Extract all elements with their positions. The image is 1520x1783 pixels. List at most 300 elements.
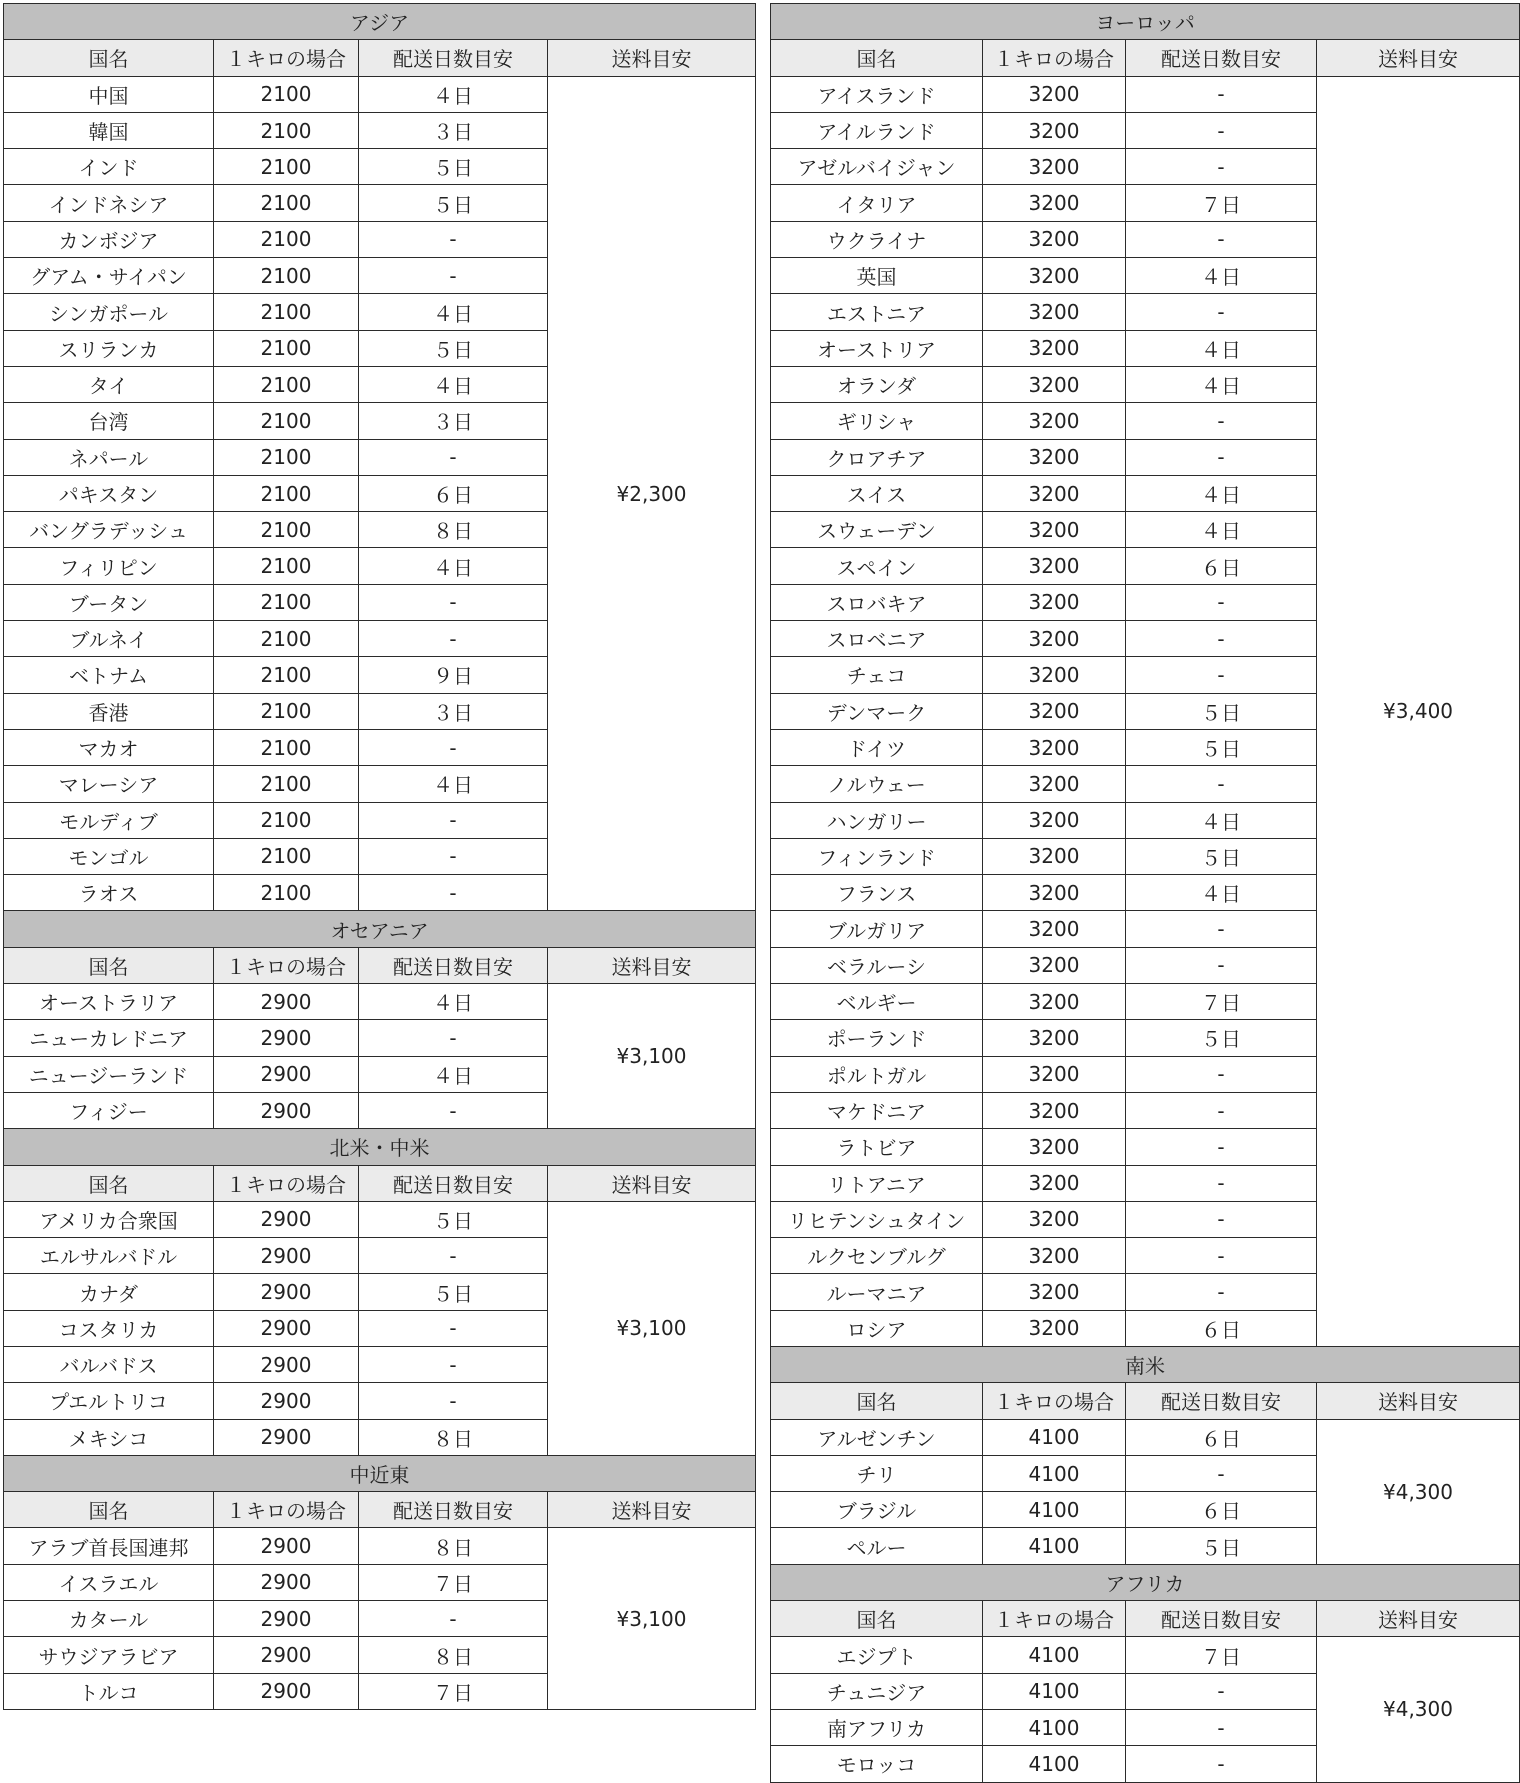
region-title: 南米 — [771, 1346, 1520, 1382]
delivery-days-cell: ５日 — [359, 149, 548, 185]
price-per-kg-cell: 2900 — [214, 1637, 359, 1673]
price-per-kg-cell: 3200 — [983, 76, 1126, 112]
shipping-fee-cell: ¥3,100 — [548, 1528, 756, 1709]
delivery-days-cell: - — [359, 1601, 548, 1637]
column-header: 送料目安 — [1317, 1601, 1520, 1637]
price-per-kg-cell: 3200 — [983, 366, 1126, 402]
region-title: アフリカ — [771, 1564, 1520, 1600]
price-per-kg-cell: 4100 — [983, 1419, 1126, 1455]
delivery-days-cell: ５日 — [1126, 1528, 1317, 1564]
country-cell: カンボジア — [4, 221, 214, 257]
region-header-row — [771, 4, 1520, 40]
delivery-days-cell: - — [1126, 911, 1317, 947]
price-per-kg-cell: 2100 — [214, 693, 359, 729]
column-header: 配送日数目安 — [359, 947, 548, 983]
delivery-days-cell: - — [359, 1346, 548, 1382]
country-cell: イスラエル — [4, 1564, 214, 1600]
country-cell: エストニア — [771, 294, 983, 330]
column-header-row — [4, 947, 756, 983]
table-row — [4, 76, 756, 112]
country-cell: ベラルーシ — [771, 947, 983, 983]
price-per-kg-cell: 2900 — [214, 984, 359, 1020]
column-header: １キロの場合 — [214, 1165, 359, 1201]
price-per-kg-cell: 2900 — [214, 1383, 359, 1419]
delivery-days-cell: ４日 — [1126, 875, 1317, 911]
table-row — [4, 1201, 756, 1237]
delivery-days-cell: - — [1126, 1201, 1317, 1237]
price-per-kg-cell: 3200 — [983, 258, 1126, 294]
country-cell: アラブ首長国連邦 — [4, 1528, 214, 1564]
delivery-days-cell: ７日 — [1126, 185, 1317, 221]
price-per-kg-cell: 2100 — [214, 76, 359, 112]
country-cell: スロベニア — [771, 621, 983, 657]
delivery-days-cell: - — [359, 1383, 548, 1419]
delivery-days-cell: - — [1126, 76, 1317, 112]
delivery-days-cell: - — [1126, 621, 1317, 657]
column-header-row — [4, 1165, 756, 1201]
price-per-kg-cell: 2900 — [214, 1020, 359, 1056]
country-cell: アイルランド — [771, 112, 983, 148]
country-cell: インドネシア — [4, 185, 214, 221]
column-header: 配送日数目安 — [359, 40, 548, 76]
country-cell: ブルガリア — [771, 911, 983, 947]
country-cell: リヒテンシュタイン — [771, 1201, 983, 1237]
delivery-days-cell: ３日 — [359, 693, 548, 729]
region-header-row — [4, 1455, 756, 1491]
delivery-days-cell: - — [1126, 1274, 1317, 1310]
country-cell: リトアニア — [771, 1165, 983, 1201]
price-per-kg-cell: 2100 — [214, 475, 359, 511]
country-cell: サウジアラビア — [4, 1637, 214, 1673]
price-per-kg-cell: 3200 — [983, 657, 1126, 693]
country-cell: クロアチア — [771, 439, 983, 475]
table-row — [4, 1528, 756, 1564]
table-row — [4, 984, 756, 1020]
delivery-days-cell: ４日 — [359, 294, 548, 330]
country-cell: ブラジル — [771, 1492, 983, 1528]
delivery-days-cell: - — [1126, 1092, 1317, 1128]
country-cell: ブータン — [4, 584, 214, 620]
price-per-kg-cell: 2100 — [214, 621, 359, 657]
price-per-kg-cell: 4100 — [983, 1455, 1126, 1491]
delivery-days-cell: - — [1126, 1238, 1317, 1274]
price-per-kg-cell: 3200 — [983, 1129, 1126, 1165]
column-header: １キロの場合 — [983, 1383, 1126, 1419]
column-header: 送料目安 — [1317, 1383, 1520, 1419]
price-per-kg-cell: 3200 — [983, 1092, 1126, 1128]
delivery-days-cell: ４日 — [1126, 512, 1317, 548]
shipping-fee-cell: ¥3,100 — [548, 1201, 756, 1455]
region-table — [770, 3, 1520, 1347]
column-header: 送料目安 — [1317, 40, 1520, 76]
country-cell: アメリカ合衆国 — [4, 1201, 214, 1237]
country-cell: フランス — [771, 875, 983, 911]
region-table — [3, 910, 756, 1129]
country-cell: メキシコ — [4, 1419, 214, 1455]
price-per-kg-cell: 3200 — [983, 911, 1126, 947]
delivery-days-cell: - — [1126, 149, 1317, 185]
country-cell: ウクライナ — [771, 221, 983, 257]
delivery-days-cell: - — [359, 729, 548, 765]
country-cell: ネパール — [4, 439, 214, 475]
delivery-days-cell: ８日 — [359, 1528, 548, 1564]
delivery-days-cell: ６日 — [1126, 1419, 1317, 1455]
price-per-kg-cell: 3200 — [983, 729, 1126, 765]
column-header: １キロの場合 — [983, 40, 1126, 76]
country-cell: エジプト — [771, 1637, 983, 1673]
price-per-kg-cell: 2100 — [214, 548, 359, 584]
table-row — [771, 76, 1520, 112]
column-header: 配送日数目安 — [1126, 1383, 1317, 1419]
delivery-days-cell: - — [1126, 766, 1317, 802]
price-per-kg-cell: 3200 — [983, 1056, 1126, 1092]
delivery-days-cell: ７日 — [359, 1564, 548, 1600]
price-per-kg-cell: 4100 — [983, 1746, 1126, 1782]
price-per-kg-cell: 3200 — [983, 584, 1126, 620]
country-cell: チリ — [771, 1455, 983, 1491]
country-cell: スペイン — [771, 548, 983, 584]
delivery-days-cell: ４日 — [1126, 802, 1317, 838]
column-header: 配送日数目安 — [359, 1492, 548, 1528]
country-cell: ポルトガル — [771, 1056, 983, 1092]
price-per-kg-cell: 2100 — [214, 766, 359, 802]
delivery-days-cell: - — [1126, 1129, 1317, 1165]
delivery-days-cell: ４日 — [1126, 475, 1317, 511]
delivery-days-cell: - — [1126, 1709, 1317, 1745]
column-header: １キロの場合 — [214, 1492, 359, 1528]
country-cell: デンマーク — [771, 693, 983, 729]
price-per-kg-cell: 2100 — [214, 403, 359, 439]
country-cell: タイ — [4, 366, 214, 402]
region-header-row — [4, 4, 756, 40]
country-cell: プエルトリコ — [4, 1383, 214, 1419]
country-cell: モロッコ — [771, 1746, 983, 1782]
price-per-kg-cell: 2900 — [214, 1528, 359, 1564]
country-cell: フィジー — [4, 1092, 214, 1128]
price-per-kg-cell: 3200 — [983, 403, 1126, 439]
price-per-kg-cell: 2900 — [214, 1201, 359, 1237]
price-per-kg-cell: 2900 — [214, 1346, 359, 1382]
country-cell: ギリシャ — [771, 403, 983, 439]
delivery-days-cell: - — [359, 838, 548, 874]
price-per-kg-cell: 2900 — [214, 1274, 359, 1310]
country-cell: アルゼンチン — [771, 1419, 983, 1455]
price-per-kg-cell: 2100 — [214, 185, 359, 221]
country-cell: ロシア — [771, 1310, 983, 1346]
left-column — [3, 3, 755, 1710]
country-cell: フィリピン — [4, 548, 214, 584]
delivery-days-cell: ７日 — [1126, 1637, 1317, 1673]
country-cell: オーストラリア — [4, 984, 214, 1020]
price-per-kg-cell: 2100 — [214, 802, 359, 838]
delivery-days-cell: ３日 — [359, 403, 548, 439]
column-header-row — [4, 1492, 756, 1528]
column-header: 国名 — [4, 1165, 214, 1201]
price-per-kg-cell: 3200 — [983, 802, 1126, 838]
price-per-kg-cell: 3200 — [983, 548, 1126, 584]
price-per-kg-cell: 3200 — [983, 1238, 1126, 1274]
price-per-kg-cell: 3200 — [983, 1201, 1126, 1237]
delivery-days-cell: ４日 — [1126, 330, 1317, 366]
delivery-days-cell: ８日 — [359, 1637, 548, 1673]
delivery-days-cell: ４日 — [359, 76, 548, 112]
country-cell: カタール — [4, 1601, 214, 1637]
delivery-days-cell: ３日 — [359, 112, 548, 148]
region-table — [770, 1564, 1520, 1783]
delivery-days-cell: - — [359, 1092, 548, 1128]
column-header: １キロの場合 — [983, 1601, 1126, 1637]
price-per-kg-cell: 2100 — [214, 657, 359, 693]
country-cell: ニュージーランド — [4, 1056, 214, 1092]
delivery-days-cell: - — [359, 875, 548, 911]
country-cell: ルクセンブルグ — [771, 1238, 983, 1274]
price-per-kg-cell: 2100 — [214, 512, 359, 548]
country-cell: カナダ — [4, 1274, 214, 1310]
country-cell: ドイツ — [771, 729, 983, 765]
country-cell: ベトナム — [4, 657, 214, 693]
column-header: 国名 — [771, 1383, 983, 1419]
country-cell: マレーシア — [4, 766, 214, 802]
country-cell: マケドニア — [771, 1092, 983, 1128]
country-cell: インド — [4, 149, 214, 185]
delivery-days-cell: - — [1126, 584, 1317, 620]
country-cell: ニューカレドニア — [4, 1020, 214, 1056]
country-cell: フィンランド — [771, 838, 983, 874]
delivery-days-cell: ４日 — [1126, 258, 1317, 294]
delivery-days-cell: ６日 — [1126, 548, 1317, 584]
column-header-row — [771, 1383, 1520, 1419]
price-per-kg-cell: 2100 — [214, 294, 359, 330]
delivery-days-cell: - — [1126, 657, 1317, 693]
country-cell: グアム・サイパン — [4, 258, 214, 294]
price-per-kg-cell: 2900 — [214, 1310, 359, 1346]
price-per-kg-cell: 3200 — [983, 621, 1126, 657]
delivery-days-cell: ５日 — [359, 185, 548, 221]
column-header-row — [4, 40, 756, 76]
price-per-kg-cell: 3200 — [983, 1165, 1126, 1201]
country-cell: スロバキア — [771, 584, 983, 620]
price-per-kg-cell: 3200 — [983, 185, 1126, 221]
country-cell: イタリア — [771, 185, 983, 221]
price-per-kg-cell: 2100 — [214, 584, 359, 620]
price-per-kg-cell: 3200 — [983, 149, 1126, 185]
delivery-days-cell: ５日 — [1126, 838, 1317, 874]
country-cell: チェコ — [771, 657, 983, 693]
region-title: 中近東 — [4, 1455, 756, 1491]
column-header: 国名 — [771, 1601, 983, 1637]
column-header: 国名 — [4, 947, 214, 983]
table-row — [771, 1637, 1520, 1673]
price-per-kg-cell: 2100 — [214, 875, 359, 911]
delivery-days-cell: ４日 — [359, 1056, 548, 1092]
delivery-days-cell: ５日 — [359, 1201, 548, 1237]
price-per-kg-cell: 3200 — [983, 294, 1126, 330]
delivery-days-cell: ５日 — [1126, 1020, 1317, 1056]
price-per-kg-cell: 2100 — [214, 258, 359, 294]
delivery-days-cell: ８日 — [359, 512, 548, 548]
delivery-days-cell: - — [1126, 294, 1317, 330]
column-header: １キロの場合 — [214, 40, 359, 76]
column-header: 送料目安 — [548, 1492, 756, 1528]
country-cell: ブルネイ — [4, 621, 214, 657]
country-cell: コスタリカ — [4, 1310, 214, 1346]
delivery-days-cell: - — [1126, 1455, 1317, 1491]
region-title: オセアニア — [4, 911, 756, 947]
country-cell: チュニジア — [771, 1673, 983, 1709]
country-cell: スリランカ — [4, 330, 214, 366]
country-cell: スウェーデン — [771, 512, 983, 548]
price-per-kg-cell: 4100 — [983, 1709, 1126, 1745]
region-title: アジア — [4, 4, 756, 40]
column-header: 送料目安 — [548, 947, 756, 983]
price-per-kg-cell: 2900 — [214, 1673, 359, 1709]
price-per-kg-cell: 2900 — [214, 1056, 359, 1092]
delivery-days-cell: ９日 — [359, 657, 548, 693]
price-per-kg-cell: 3200 — [983, 330, 1126, 366]
price-per-kg-cell: 2100 — [214, 112, 359, 148]
country-cell: パキスタン — [4, 475, 214, 511]
delivery-days-cell: ５日 — [1126, 729, 1317, 765]
region-header-row — [771, 1346, 1520, 1382]
shipping-fee-cell: ¥4,300 — [1317, 1637, 1520, 1782]
column-header: 配送日数目安 — [1126, 40, 1317, 76]
shipping-fee-cell: ¥4,300 — [1317, 1419, 1520, 1564]
delivery-days-cell: ６日 — [1126, 1310, 1317, 1346]
price-per-kg-cell: 2100 — [214, 439, 359, 475]
price-per-kg-cell: 2100 — [214, 330, 359, 366]
delivery-days-cell: ７日 — [1126, 984, 1317, 1020]
country-cell: 南アフリカ — [771, 1709, 983, 1745]
price-per-kg-cell: 2100 — [214, 149, 359, 185]
price-per-kg-cell: 3200 — [983, 947, 1126, 983]
region-header-row — [771, 1564, 1520, 1600]
price-per-kg-cell: 2900 — [214, 1092, 359, 1128]
region-header-row — [4, 1129, 756, 1165]
price-per-kg-cell: 2100 — [214, 221, 359, 257]
delivery-days-cell: - — [359, 1238, 548, 1274]
price-per-kg-cell: 3200 — [983, 984, 1126, 1020]
country-cell: マカオ — [4, 729, 214, 765]
country-cell: ラオス — [4, 875, 214, 911]
column-header: 国名 — [4, 1492, 214, 1528]
country-cell: ベルギー — [771, 984, 983, 1020]
region-table — [3, 1128, 756, 1456]
delivery-days-cell: ６日 — [359, 475, 548, 511]
delivery-days-cell: - — [1126, 947, 1317, 983]
country-cell: オランダ — [771, 366, 983, 402]
price-per-kg-cell: 4100 — [983, 1492, 1126, 1528]
delivery-days-cell: - — [359, 584, 548, 620]
price-per-kg-cell: 2900 — [214, 1238, 359, 1274]
price-per-kg-cell: 3200 — [983, 838, 1126, 874]
shipping-fee-cell: ¥2,300 — [548, 76, 756, 911]
price-per-kg-cell: 3200 — [983, 221, 1126, 257]
delivery-days-cell: - — [359, 221, 548, 257]
delivery-days-cell: - — [1126, 1056, 1317, 1092]
delivery-days-cell: ８日 — [359, 1419, 548, 1455]
delivery-days-cell: - — [1126, 112, 1317, 148]
delivery-days-cell: - — [1126, 221, 1317, 257]
price-per-kg-cell: 4100 — [983, 1528, 1126, 1564]
country-cell: スイス — [771, 475, 983, 511]
delivery-days-cell: - — [359, 439, 548, 475]
delivery-days-cell: ４日 — [359, 548, 548, 584]
price-per-kg-cell: 2100 — [214, 838, 359, 874]
shipping-fee-cell: ¥3,400 — [1317, 76, 1520, 1346]
price-per-kg-cell: 2100 — [214, 729, 359, 765]
shipping-fee-cell: ¥3,100 — [548, 984, 756, 1129]
country-cell: ハンガリー — [771, 802, 983, 838]
country-cell: 中国 — [4, 76, 214, 112]
delivery-days-cell: - — [359, 802, 548, 838]
country-cell: エルサルバドル — [4, 1238, 214, 1274]
column-header: 送料目安 — [548, 1165, 756, 1201]
column-header-row — [771, 40, 1520, 76]
region-table — [3, 1455, 756, 1710]
delivery-days-cell: - — [1126, 439, 1317, 475]
price-per-kg-cell: 2900 — [214, 1564, 359, 1600]
price-per-kg-cell: 3200 — [983, 1310, 1126, 1346]
delivery-days-cell: ５日 — [359, 1274, 548, 1310]
delivery-days-cell: - — [359, 1020, 548, 1056]
price-per-kg-cell: 3200 — [983, 1020, 1126, 1056]
country-cell: モルディブ — [4, 802, 214, 838]
delivery-days-cell: ４日 — [359, 366, 548, 402]
region-title: 北米・中米 — [4, 1129, 756, 1165]
price-per-kg-cell: 2900 — [214, 1419, 359, 1455]
delivery-days-cell: ５日 — [1126, 693, 1317, 729]
price-per-kg-cell: 3200 — [983, 875, 1126, 911]
delivery-days-cell: ４日 — [359, 984, 548, 1020]
price-per-kg-cell: 3200 — [983, 512, 1126, 548]
column-header: 国名 — [771, 40, 983, 76]
delivery-days-cell: - — [1126, 1165, 1317, 1201]
price-per-kg-cell: 3200 — [983, 766, 1126, 802]
country-cell: シンガポール — [4, 294, 214, 330]
price-per-kg-cell: 3200 — [983, 1274, 1126, 1310]
region-title: ヨーロッパ — [771, 4, 1520, 40]
price-per-kg-cell: 2100 — [214, 366, 359, 402]
country-cell: 香港 — [4, 693, 214, 729]
price-per-kg-cell: 4100 — [983, 1673, 1126, 1709]
delivery-days-cell: - — [1126, 1673, 1317, 1709]
country-cell: 韓国 — [4, 112, 214, 148]
delivery-days-cell: ４日 — [359, 766, 548, 802]
column-header: 国名 — [4, 40, 214, 76]
country-cell: 台湾 — [4, 403, 214, 439]
column-header: １キロの場合 — [214, 947, 359, 983]
country-cell: トルコ — [4, 1673, 214, 1709]
column-header: 送料目安 — [548, 40, 756, 76]
price-per-kg-cell: 2900 — [214, 1601, 359, 1637]
delivery-days-cell: ５日 — [359, 330, 548, 366]
country-cell: ポーランド — [771, 1020, 983, 1056]
region-header-row — [4, 911, 756, 947]
country-cell: アゼルバイジャン — [771, 149, 983, 185]
country-cell: モンゴル — [4, 838, 214, 874]
delivery-days-cell: - — [1126, 403, 1317, 439]
country-cell: アイスランド — [771, 76, 983, 112]
price-per-kg-cell: 3200 — [983, 693, 1126, 729]
price-per-kg-cell: 3200 — [983, 439, 1126, 475]
country-cell: ノルウェー — [771, 766, 983, 802]
country-cell: オーストリア — [771, 330, 983, 366]
column-header-row — [771, 1601, 1520, 1637]
column-header: 配送日数目安 — [359, 1165, 548, 1201]
country-cell: バングラデッシュ — [4, 512, 214, 548]
column-header: 配送日数目安 — [1126, 1601, 1317, 1637]
delivery-days-cell: ７日 — [359, 1673, 548, 1709]
